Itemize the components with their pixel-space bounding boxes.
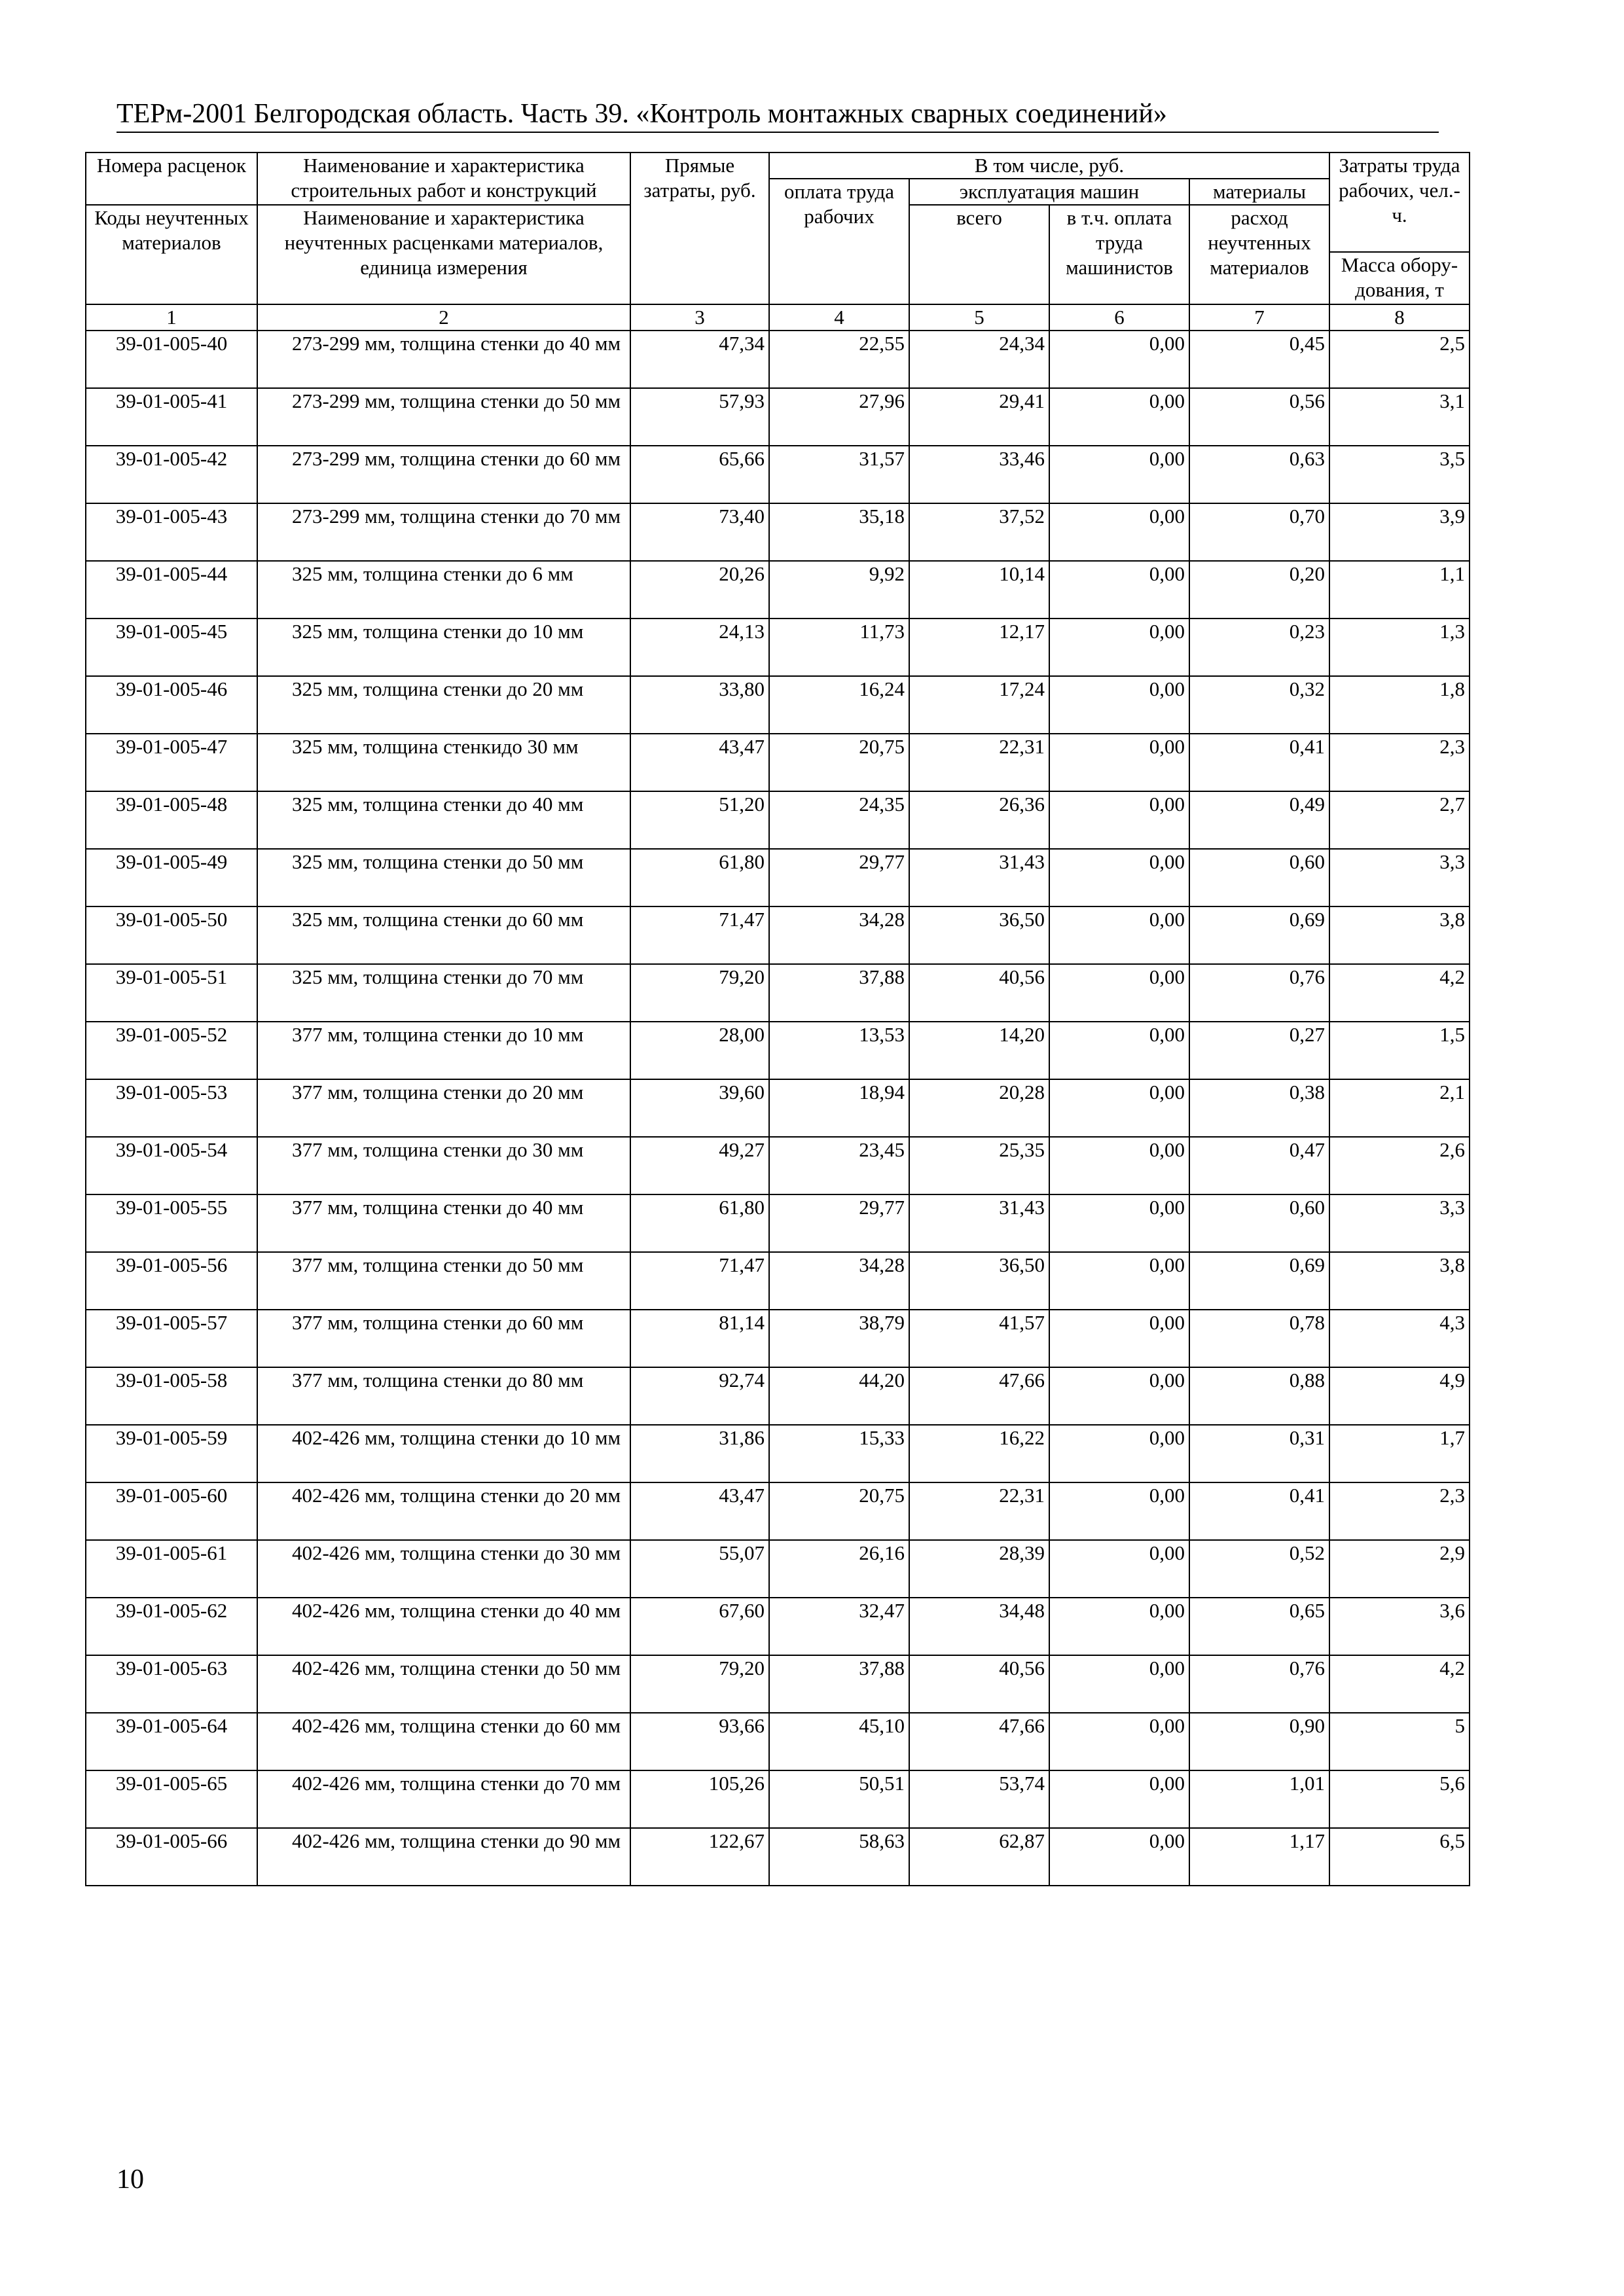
head-massa: Масса обору-дования, т (1329, 252, 1470, 304)
row-code: 39-01-005-63 (86, 1655, 257, 1713)
row-labor-pay: 18,94 (769, 1079, 909, 1137)
row-labor-hours: 3,5 (1329, 446, 1470, 503)
row-machine-total: 31,43 (909, 1194, 1049, 1252)
row-labor-pay: 16,24 (769, 676, 909, 734)
row-description (257, 1022, 630, 1079)
row-code: 39-01-005-62 (86, 1598, 257, 1655)
head-naim-rabot: Наименование и характеристика строительных работ и конструкций (257, 152, 630, 205)
row-description-text: 325 мм, толщина стенки до 40 мм (292, 793, 584, 816)
table-row (86, 1425, 1470, 1482)
row-materials: 0,60 (1189, 849, 1329, 906)
row-labor-hours: 4,2 (1329, 1655, 1470, 1713)
row-description-text: 377 мм, толщина стенки до 10 мм (292, 1023, 584, 1046)
row-code: 39-01-005-43 (86, 503, 257, 561)
row-machine-total: 28,39 (909, 1540, 1049, 1598)
row-description (257, 388, 630, 446)
row-code: 39-01-005-50 (86, 906, 257, 964)
row-machinist-pay: 0,00 (1049, 1425, 1189, 1482)
row-machine-total: 16,22 (909, 1425, 1049, 1482)
row-description-text: 325 мм, толщина стенки до 70 мм (292, 965, 584, 988)
row-labor-pay: 29,77 (769, 849, 909, 906)
row-code: 39-01-005-64 (86, 1713, 257, 1770)
row-machine-total: 40,56 (909, 964, 1049, 1022)
row-labor-hours: 6,5 (1329, 1828, 1470, 1886)
row-labor-pay: 38,79 (769, 1310, 909, 1367)
row-description-text: 325 мм, толщина стенки до 60 мм (292, 908, 584, 931)
table-row (86, 1770, 1470, 1828)
row-code: 39-01-005-60 (86, 1482, 257, 1540)
header-rule (117, 132, 1439, 133)
row-machinist-pay: 0,00 (1049, 676, 1189, 734)
row-labor-pay: 34,28 (769, 906, 909, 964)
row-direct-costs: 55,07 (630, 1540, 769, 1598)
head-pryamye: Прямые затраты, руб. (630, 152, 769, 304)
row-materials: 0,88 (1189, 1367, 1329, 1425)
head-vtch: в т.ч. оплата труда машинистов (1049, 205, 1189, 304)
row-labor-hours: 1,7 (1329, 1425, 1470, 1482)
row-materials: 0,78 (1189, 1310, 1329, 1367)
row-machinist-pay: 0,00 (1049, 734, 1189, 791)
row-description (257, 1367, 630, 1425)
row-description-text: 325 мм, толщина стенки до 10 мм (292, 620, 584, 643)
row-machinist-pay: 0,00 (1049, 1828, 1189, 1886)
row-labor-pay: 20,75 (769, 1482, 909, 1540)
table-row (86, 1194, 1470, 1252)
row-description-text: 325 мм, толщина стенки до 6 мм (292, 562, 573, 585)
row-machinist-pay: 0,00 (1049, 849, 1189, 906)
head-oplata: оплата труда рабочих (769, 179, 909, 304)
row-machinist-pay: 0,00 (1049, 791, 1189, 849)
row-labor-pay: 35,18 (769, 503, 909, 561)
row-machinist-pay: 0,00 (1049, 446, 1189, 503)
table-row (86, 1310, 1470, 1367)
row-direct-costs: 122,67 (630, 1828, 769, 1886)
row-materials: 0,31 (1189, 1425, 1329, 1482)
row-labor-pay: 26,16 (769, 1540, 909, 1598)
col-number: 4 (769, 304, 909, 331)
row-materials: 0,90 (1189, 1713, 1329, 1770)
row-labor-hours: 4,2 (1329, 964, 1470, 1022)
row-labor-hours: 5 (1329, 1713, 1470, 1770)
row-labor-pay: 29,77 (769, 1194, 909, 1252)
row-machinist-pay: 0,00 (1049, 561, 1189, 619)
col-number: 8 (1329, 304, 1470, 331)
row-machine-total: 36,50 (909, 906, 1049, 964)
table-row (86, 734, 1470, 791)
row-labor-hours: 1,1 (1329, 561, 1470, 619)
row-description-text: 402-426 мм, толщина стенки до 60 мм (292, 1714, 621, 1737)
row-materials: 0,41 (1189, 1482, 1329, 1540)
row-description-text: 402-426 мм, толщина стенки до 20 мм (292, 1484, 621, 1507)
row-labor-hours: 3,8 (1329, 1252, 1470, 1310)
row-labor-pay: 11,73 (769, 619, 909, 676)
row-machinist-pay: 0,00 (1049, 331, 1189, 388)
table-row (86, 1367, 1470, 1425)
row-labor-pay: 37,88 (769, 1655, 909, 1713)
row-code: 39-01-005-58 (86, 1367, 257, 1425)
table-row (86, 1137, 1470, 1194)
row-direct-costs: 92,74 (630, 1367, 769, 1425)
row-materials: 0,60 (1189, 1194, 1329, 1252)
row-labor-hours: 4,3 (1329, 1310, 1470, 1367)
row-description-text: 325 мм, толщина стенкидо 30 мм (292, 735, 579, 758)
row-description-text: 402-426 мм, толщина стенки до 50 мм (292, 1657, 621, 1679)
table-row (86, 1079, 1470, 1137)
row-labor-hours: 3,1 (1329, 388, 1470, 446)
row-machinist-pay: 0,00 (1049, 1367, 1189, 1425)
row-direct-costs: 28,00 (630, 1022, 769, 1079)
row-labor-pay: 22,55 (769, 331, 909, 388)
row-description-text: 325 мм, толщина стенки до 20 мм (292, 677, 584, 700)
table-row (86, 1252, 1470, 1310)
row-direct-costs: 31,86 (630, 1425, 769, 1482)
row-labor-hours: 3,6 (1329, 1598, 1470, 1655)
row-machine-total: 37,52 (909, 503, 1049, 561)
row-machine-total: 24,34 (909, 331, 1049, 388)
row-code: 39-01-005-54 (86, 1137, 257, 1194)
row-description-text: 377 мм, толщина стенки до 80 мм (292, 1369, 584, 1391)
table-row (86, 561, 1470, 619)
row-machinist-pay: 0,00 (1049, 1194, 1189, 1252)
row-machinist-pay: 0,00 (1049, 1770, 1189, 1828)
row-code: 39-01-005-57 (86, 1310, 257, 1367)
row-code: 39-01-005-46 (86, 676, 257, 734)
row-machinist-pay: 0,00 (1049, 388, 1189, 446)
row-materials: 0,38 (1189, 1079, 1329, 1137)
row-direct-costs: 65,66 (630, 446, 769, 503)
row-machinist-pay: 0,00 (1049, 1079, 1189, 1137)
row-materials: 0,45 (1189, 331, 1329, 388)
row-materials: 0,32 (1189, 676, 1329, 734)
row-description-text: 273-299 мм, толщина стенки до 60 мм (292, 447, 621, 470)
row-labor-pay: 37,88 (769, 964, 909, 1022)
row-machine-total: 22,31 (909, 1482, 1049, 1540)
row-labor-hours: 1,8 (1329, 676, 1470, 734)
row-machine-total: 41,57 (909, 1310, 1049, 1367)
row-code: 39-01-005-52 (86, 1022, 257, 1079)
row-machinist-pay: 0,00 (1049, 1022, 1189, 1079)
row-machinist-pay: 0,00 (1049, 964, 1189, 1022)
table-row (86, 1482, 1470, 1540)
table-row (86, 446, 1470, 503)
row-materials: 0,63 (1189, 446, 1329, 503)
row-materials: 0,56 (1189, 388, 1329, 446)
row-description-text: 325 мм, толщина стенки до 50 мм (292, 850, 584, 873)
table-row (86, 388, 1470, 446)
row-direct-costs: 61,80 (630, 1194, 769, 1252)
col-number: 6 (1049, 304, 1189, 331)
row-direct-costs: 43,47 (630, 734, 769, 791)
row-materials: 0,70 (1189, 503, 1329, 561)
table-row (86, 1655, 1470, 1713)
row-description (257, 676, 630, 734)
row-machinist-pay: 0,00 (1049, 1540, 1189, 1598)
row-labor-pay: 20,75 (769, 734, 909, 791)
table-row (86, 849, 1470, 906)
row-description (257, 734, 630, 791)
row-description (257, 1137, 630, 1194)
row-direct-costs: 51,20 (630, 791, 769, 849)
table-row (86, 1713, 1470, 1770)
row-machinist-pay: 0,00 (1049, 1713, 1189, 1770)
row-description (257, 849, 630, 906)
row-description (257, 1194, 630, 1252)
row-materials: 0,69 (1189, 906, 1329, 964)
row-code: 39-01-005-48 (86, 791, 257, 849)
col-number: 3 (630, 304, 769, 331)
table-row (86, 1598, 1470, 1655)
row-description (257, 1425, 630, 1482)
row-direct-costs: 79,20 (630, 1655, 769, 1713)
row-labor-pay: 31,57 (769, 446, 909, 503)
head-v-tom-chisle: В том числе, руб. (769, 152, 1329, 179)
row-description (257, 964, 630, 1022)
row-machine-total: 40,56 (909, 1655, 1049, 1713)
row-direct-costs: 47,34 (630, 331, 769, 388)
row-labor-pay: 23,45 (769, 1137, 909, 1194)
head-raskhod: расход неучтенных материалов (1189, 205, 1329, 304)
row-description (257, 906, 630, 964)
row-labor-pay: 44,20 (769, 1367, 909, 1425)
row-code: 39-01-005-53 (86, 1079, 257, 1137)
col-number: 1 (86, 304, 257, 331)
table-row (86, 619, 1470, 676)
row-labor-hours: 2,5 (1329, 331, 1470, 388)
row-description (257, 1540, 630, 1598)
row-machine-total: 20,28 (909, 1079, 1049, 1137)
row-direct-costs: 81,14 (630, 1310, 769, 1367)
row-labor-pay: 15,33 (769, 1425, 909, 1482)
row-description (257, 791, 630, 849)
row-description (257, 1713, 630, 1770)
row-code: 39-01-005-56 (86, 1252, 257, 1310)
head-ekspluatatsiya: эксплуатация машин (909, 179, 1189, 205)
row-labor-hours: 1,3 (1329, 619, 1470, 676)
row-materials: 0,23 (1189, 619, 1329, 676)
row-description (257, 446, 630, 503)
row-code: 39-01-005-61 (86, 1540, 257, 1598)
head-kody: Коды неучтенных материалов (86, 205, 257, 304)
row-labor-pay: 45,10 (769, 1713, 909, 1770)
row-machine-total: 25,35 (909, 1137, 1049, 1194)
row-machinist-pay: 0,00 (1049, 1482, 1189, 1540)
row-machine-total: 33,46 (909, 446, 1049, 503)
row-materials: 0,52 (1189, 1540, 1329, 1598)
row-materials: 0,47 (1189, 1137, 1329, 1194)
row-description (257, 1828, 630, 1886)
row-direct-costs: 43,47 (630, 1482, 769, 1540)
row-direct-costs: 33,80 (630, 676, 769, 734)
row-direct-costs: 24,13 (630, 619, 769, 676)
row-labor-hours: 2,1 (1329, 1079, 1470, 1137)
table-row (86, 676, 1470, 734)
row-code: 39-01-005-65 (86, 1770, 257, 1828)
col-number: 7 (1189, 304, 1329, 331)
head-nomera: Номера расценок (86, 152, 257, 205)
row-description-text: 377 мм, толщина стенки до 50 мм (292, 1253, 584, 1276)
row-materials: 0,65 (1189, 1598, 1329, 1655)
row-labor-hours: 4,9 (1329, 1367, 1470, 1425)
row-machine-total: 53,74 (909, 1770, 1049, 1828)
row-code: 39-01-005-40 (86, 331, 257, 388)
row-description-text: 402-426 мм, толщина стенки до 30 мм (292, 1541, 621, 1564)
row-materials: 0,20 (1189, 561, 1329, 619)
row-code: 39-01-005-51 (86, 964, 257, 1022)
row-machine-total: 47,66 (909, 1367, 1049, 1425)
row-description (257, 503, 630, 561)
row-direct-costs: 79,20 (630, 964, 769, 1022)
row-description-text: 377 мм, толщина стенки до 30 мм (292, 1138, 584, 1161)
table-row (86, 791, 1470, 849)
row-description-text: 273-299 мм, толщина стенки до 50 мм (292, 389, 621, 412)
table-row (86, 1828, 1470, 1886)
row-description (257, 331, 630, 388)
table-row (86, 906, 1470, 964)
row-code: 39-01-005-41 (86, 388, 257, 446)
row-labor-pay: 13,53 (769, 1022, 909, 1079)
row-labor-pay: 24,35 (769, 791, 909, 849)
row-machine-total: 29,41 (909, 388, 1049, 446)
row-description (257, 1310, 630, 1367)
col-number: 2 (257, 304, 630, 331)
row-labor-pay: 58,63 (769, 1828, 909, 1886)
row-machine-total: 62,87 (909, 1828, 1049, 1886)
row-direct-costs: 105,26 (630, 1770, 769, 1828)
row-code: 39-01-005-45 (86, 619, 257, 676)
row-machine-total: 22,31 (909, 734, 1049, 791)
row-labor-hours: 2,3 (1329, 734, 1470, 791)
row-description-text: 273-299 мм, толщина стенки до 40 мм (292, 332, 621, 355)
row-code: 39-01-005-55 (86, 1194, 257, 1252)
row-machinist-pay: 0,00 (1049, 503, 1189, 561)
col-number: 5 (909, 304, 1049, 331)
row-labor-pay: 50,51 (769, 1770, 909, 1828)
row-labor-hours: 2,6 (1329, 1137, 1470, 1194)
row-description (257, 1482, 630, 1540)
row-code: 39-01-005-49 (86, 849, 257, 906)
row-machine-total: 12,17 (909, 619, 1049, 676)
head-vsego: всего (909, 205, 1049, 304)
row-direct-costs: 93,66 (630, 1713, 769, 1770)
head-materialy: материалы (1189, 179, 1329, 205)
row-direct-costs: 39,60 (630, 1079, 769, 1137)
row-materials: 1,17 (1189, 1828, 1329, 1886)
row-direct-costs: 71,47 (630, 906, 769, 964)
row-description (257, 1079, 630, 1137)
row-materials: 0,27 (1189, 1022, 1329, 1079)
row-materials: 0,76 (1189, 964, 1329, 1022)
row-machine-total: 34,48 (909, 1598, 1049, 1655)
row-description (257, 619, 630, 676)
row-labor-pay: 34,28 (769, 1252, 909, 1310)
row-direct-costs: 49,27 (630, 1137, 769, 1194)
row-machine-total: 14,20 (909, 1022, 1049, 1079)
row-materials: 0,41 (1189, 734, 1329, 791)
row-direct-costs: 20,26 (630, 561, 769, 619)
row-machinist-pay: 0,00 (1049, 1137, 1189, 1194)
row-machine-total: 26,36 (909, 791, 1049, 849)
table-row (86, 331, 1470, 388)
row-labor-pay: 32,47 (769, 1598, 909, 1655)
table-row (86, 964, 1470, 1022)
row-materials: 0,69 (1189, 1252, 1329, 1310)
row-direct-costs: 57,93 (630, 388, 769, 446)
row-code: 39-01-005-42 (86, 446, 257, 503)
row-labor-hours: 2,9 (1329, 1540, 1470, 1598)
row-code: 39-01-005-66 (86, 1828, 257, 1886)
document-header: ТЕРм-2001 Белгородская область. Часть 39. «Контроль монтажных сварных соединений» (117, 99, 1167, 129)
row-code: 39-01-005-59 (86, 1425, 257, 1482)
row-direct-costs: 71,47 (630, 1252, 769, 1310)
row-machinist-pay: 0,00 (1049, 619, 1189, 676)
table-row (86, 1022, 1470, 1079)
row-machinist-pay: 0,00 (1049, 1310, 1189, 1367)
row-materials: 1,01 (1189, 1770, 1329, 1828)
row-machinist-pay: 0,00 (1049, 1655, 1189, 1713)
row-machine-total: 47,66 (909, 1713, 1049, 1770)
row-machine-total: 31,43 (909, 849, 1049, 906)
row-direct-costs: 73,40 (630, 503, 769, 561)
row-description-text: 377 мм, толщина стенки до 60 мм (292, 1311, 584, 1334)
row-labor-hours: 3,8 (1329, 906, 1470, 964)
row-labor-hours: 3,9 (1329, 503, 1470, 561)
row-machine-total: 36,50 (909, 1252, 1049, 1310)
row-materials: 0,49 (1189, 791, 1329, 849)
row-machine-total: 10,14 (909, 561, 1049, 619)
row-direct-costs: 67,60 (630, 1598, 769, 1655)
row-description-text: 377 мм, толщина стенки до 20 мм (292, 1081, 584, 1103)
row-labor-pay: 27,96 (769, 388, 909, 446)
row-machine-total: 17,24 (909, 676, 1049, 734)
row-description-text: 402-426 мм, толщина стенки до 40 мм (292, 1599, 621, 1622)
row-materials: 0,76 (1189, 1655, 1329, 1713)
row-description-text: 377 мм, толщина стенки до 40 мм (292, 1196, 584, 1219)
row-description-text: 402-426 мм, толщина стенки до 10 мм (292, 1426, 621, 1449)
row-description (257, 1598, 630, 1655)
row-labor-hours: 2,7 (1329, 791, 1470, 849)
table-row (86, 503, 1470, 561)
row-description (257, 1655, 630, 1713)
column-number-row (86, 304, 1470, 331)
row-labor-hours: 1,5 (1329, 1022, 1470, 1079)
row-code: 39-01-005-47 (86, 734, 257, 791)
row-machinist-pay: 0,00 (1049, 1252, 1189, 1310)
row-description (257, 1770, 630, 1828)
table-row (86, 1540, 1470, 1598)
head-naim-mater: Наименование и характеристика неучтенных расценками материалов, единица измерения (257, 205, 630, 304)
page-number: 10 (117, 2164, 144, 2195)
row-description-text: 402-426 мм, толщина стенки до 90 мм (292, 1829, 621, 1852)
row-labor-hours: 2,3 (1329, 1482, 1470, 1540)
row-description (257, 1252, 630, 1310)
row-description-text: 402-426 мм, толщина стенки до 70 мм (292, 1772, 621, 1795)
row-direct-costs: 61,80 (630, 849, 769, 906)
row-machinist-pay: 0,00 (1049, 1598, 1189, 1655)
row-labor-hours: 3,3 (1329, 1194, 1470, 1252)
row-labor-hours: 5,6 (1329, 1770, 1470, 1828)
row-machinist-pay: 0,00 (1049, 906, 1189, 964)
row-labor-pay: 9,92 (769, 561, 909, 619)
row-labor-hours: 3,3 (1329, 849, 1470, 906)
row-description (257, 561, 630, 619)
price-table (85, 152, 1470, 1886)
row-code: 39-01-005-44 (86, 561, 257, 619)
head-zatraty-truda: Затраты труда рабочих, чел.-ч. (1329, 152, 1470, 252)
row-description-text: 273-299 мм, толщина стенки до 70 мм (292, 505, 621, 528)
